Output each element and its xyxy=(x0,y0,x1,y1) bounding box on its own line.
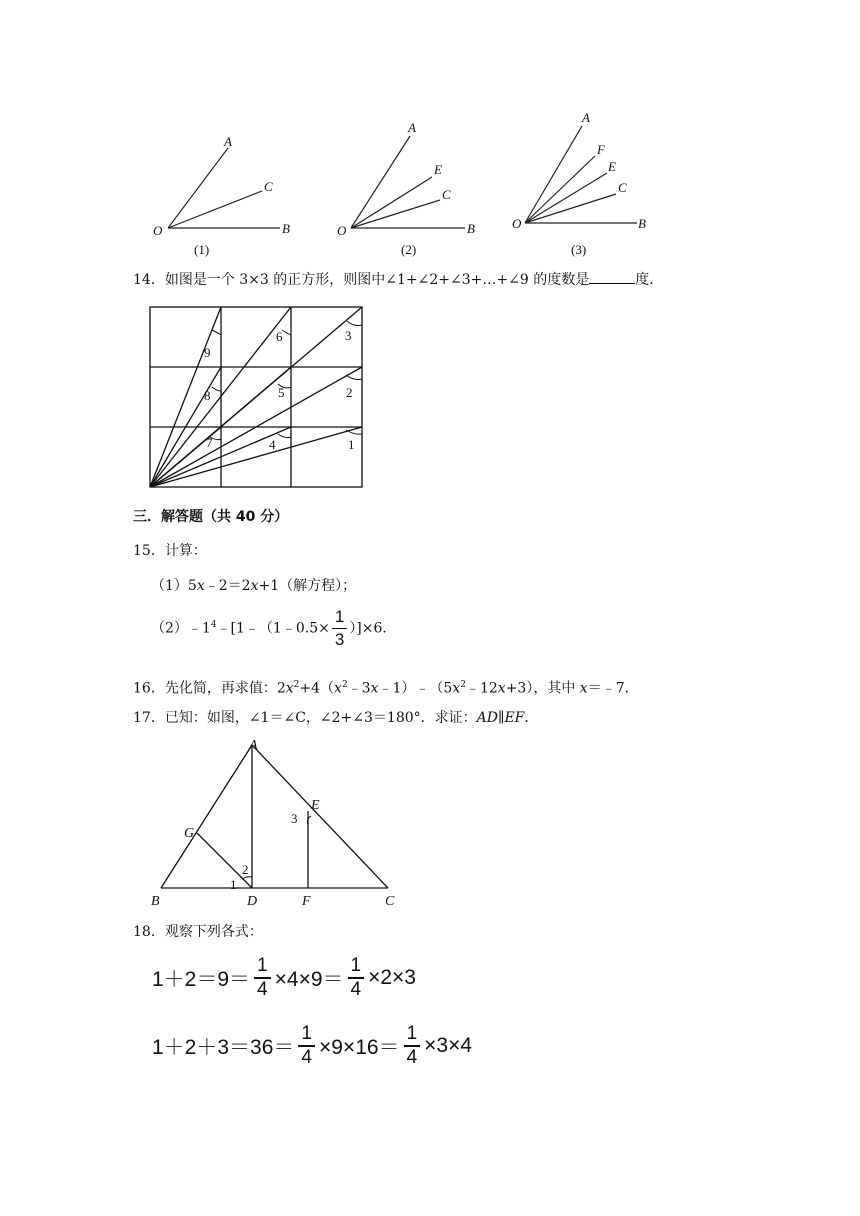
q17-end: ． xyxy=(524,710,539,726)
angle-figures xyxy=(140,100,680,265)
fig3-label-O: O xyxy=(512,216,522,231)
q14-angle-label-4: 4 xyxy=(269,437,276,452)
q15-p1-var1: x xyxy=(196,578,205,594)
q18-eq1-fraction2 xyxy=(348,955,365,1001)
fig3-label-F: F xyxy=(597,142,605,157)
fig3-label-E: E xyxy=(608,159,616,174)
q15-p2-fraction xyxy=(332,606,347,651)
q16-seg5: ﹣12 xyxy=(465,680,498,697)
q18-eq2-lhs: 1＋2＋3＝36＝ xyxy=(152,1036,295,1059)
fig1-label-B: B xyxy=(282,221,290,236)
q16-var4: x xyxy=(452,680,461,697)
q17-angle-2: 2 xyxy=(242,862,249,877)
q15-title xyxy=(133,542,207,560)
q16-exp2: 2 xyxy=(341,680,348,690)
fig3-label-A: A xyxy=(582,110,590,125)
q18-eq1-end: ×2×3 xyxy=(368,966,416,989)
q14-number: 14． xyxy=(133,272,165,288)
q15-p1-suffix: +1（解方程）； xyxy=(258,578,357,594)
q17-label-C: C xyxy=(385,894,395,909)
q17-angle-3: 3 xyxy=(291,811,298,826)
fig2-label-B: B xyxy=(467,221,475,236)
q15-number: 15． xyxy=(133,543,165,559)
q18-eq2-f1-den: 4 xyxy=(298,1045,315,1069)
fig1-label-A: A xyxy=(224,134,232,149)
q15-p2-frac-den: 3 xyxy=(332,628,347,651)
q18-eq2-f2-num: 1 xyxy=(406,1023,418,1044)
q16-exp1: 2 xyxy=(293,680,300,690)
q18-eq1-f2-num: 1 xyxy=(350,955,362,976)
q18-eq1-f1-num: 1 xyxy=(257,955,268,976)
q15-p1-var2: x xyxy=(250,578,259,594)
q14-angle-label-7: 7 xyxy=(206,435,213,450)
q18-eq2-f2-den: 4 xyxy=(404,1045,421,1069)
q18-eq1-f2-den: 4 xyxy=(348,977,365,1001)
q16-seg4: ﹣1）﹣（5 xyxy=(378,680,453,697)
fig3-caption: (3) xyxy=(571,242,587,257)
fig3-label-B: B xyxy=(638,216,646,231)
q17-number: 17． xyxy=(133,710,165,726)
q16-seg7: ＝﹣7． xyxy=(587,680,639,697)
q18-eq2-f1-num: 1 xyxy=(301,1023,312,1044)
q15-p2-mid: ﹣[1﹣（1﹣0.5× xyxy=(216,620,330,637)
section3-heading: 三．解答题（共 40 分） xyxy=(133,509,289,525)
q18-eq2-fraction2 xyxy=(404,1023,421,1069)
q18-eq2-end: ×3×4 xyxy=(424,1034,473,1057)
q17-label-A: A xyxy=(249,738,258,753)
q15-p1-mid: ﹣2＝2 xyxy=(204,578,251,594)
q15-p1-prefix: （1）5 xyxy=(151,578,197,594)
q17-label-B: B xyxy=(151,894,160,909)
q17-triangle-figure xyxy=(145,733,405,915)
q16-exp3: 2 xyxy=(460,680,466,690)
q18-eq1-middle: ×4×9＝ xyxy=(274,968,344,991)
q18-eq2-fraction1 xyxy=(298,1023,315,1069)
q14-angle-label-3: 3 xyxy=(345,328,352,343)
q18-equation-1 xyxy=(152,955,416,1001)
q16-seg6: +3），其中 xyxy=(505,680,580,697)
q17-label-E: E xyxy=(311,798,320,813)
q16-seg2: +4（ xyxy=(299,680,335,697)
q18-number: 18． xyxy=(133,924,165,940)
q14-angle-label-6: 6 xyxy=(276,329,283,344)
fig1-label-C: C xyxy=(264,179,273,194)
q17-claim: AD∥EF xyxy=(476,710,525,726)
q18-eq1-f1-den: 4 xyxy=(254,977,271,1001)
q14-angle-label-5: 5 xyxy=(278,385,285,400)
q14-angle-label-9: 9 xyxy=(204,345,211,360)
q14-grid-figure xyxy=(148,305,366,491)
q15-title-text: 计算： xyxy=(164,543,207,559)
q18-eq2-middle: ×9×16＝ xyxy=(318,1036,400,1059)
q16-var3: x xyxy=(370,680,379,697)
q14-angle-label-1: 1 xyxy=(348,437,355,452)
q17-label-D: D xyxy=(247,894,258,909)
q16-text xyxy=(133,676,639,698)
q16-var2: x xyxy=(334,680,342,697)
q16-var5: x xyxy=(497,680,506,697)
q16-number: 16． xyxy=(133,680,165,697)
q18-eq1-fraction1 xyxy=(254,955,271,1001)
fig1-caption: (1) xyxy=(194,242,210,257)
q16-var1: x xyxy=(285,680,294,697)
q18-text xyxy=(133,923,263,941)
q15-p2-prefix: （2）﹣1 xyxy=(151,620,211,637)
q16-seg1: 先化简，再求值：2 xyxy=(164,680,286,697)
fig1-label-O: O xyxy=(153,223,163,238)
q14-answer-blank[interactable] xyxy=(589,271,635,284)
q15-part2 xyxy=(151,606,396,651)
q17-statement: 已知：如图，∠1＝∠C，∠2+∠3＝180°．求证： xyxy=(164,710,477,726)
q17-text xyxy=(133,709,538,727)
q14-angle-label-2: 2 xyxy=(346,385,353,400)
fig2-label-E: E xyxy=(434,162,442,177)
q15-p2-exponent: 4 xyxy=(210,619,217,630)
q15-part1 xyxy=(151,577,356,595)
q18-equation-2 xyxy=(152,1023,472,1069)
q15-p2-frac-num: 1 xyxy=(334,607,345,626)
q16-var6: x xyxy=(579,680,588,697)
fig2-label-A: A xyxy=(408,120,416,135)
q18-eq1-lhs: 1＋2＝9＝ xyxy=(152,968,251,991)
q17-label-F: F xyxy=(302,894,311,909)
fig2-label-C: C xyxy=(442,187,451,202)
q14-text-after: 度． xyxy=(635,272,664,288)
q17-label-G: G xyxy=(184,826,195,841)
fig2-caption: (2) xyxy=(401,242,417,257)
q17-angle-1: 1 xyxy=(230,877,237,892)
q14-angle-label-8: 8 xyxy=(204,388,211,403)
q16-seg3: ﹣3 xyxy=(347,680,371,697)
fig2-label-O: O xyxy=(337,223,347,238)
q14-text-before: 如图是一个 3×3 的正方形，则图中∠1+∠2+∠3+…+∠9 的度数是 xyxy=(164,272,590,288)
fig3-label-C: C xyxy=(618,180,627,195)
q14-text xyxy=(133,271,663,289)
q18-intro: 观察下列各式： xyxy=(164,924,263,940)
q15-p2-suffix: ）]×6． xyxy=(349,620,397,637)
